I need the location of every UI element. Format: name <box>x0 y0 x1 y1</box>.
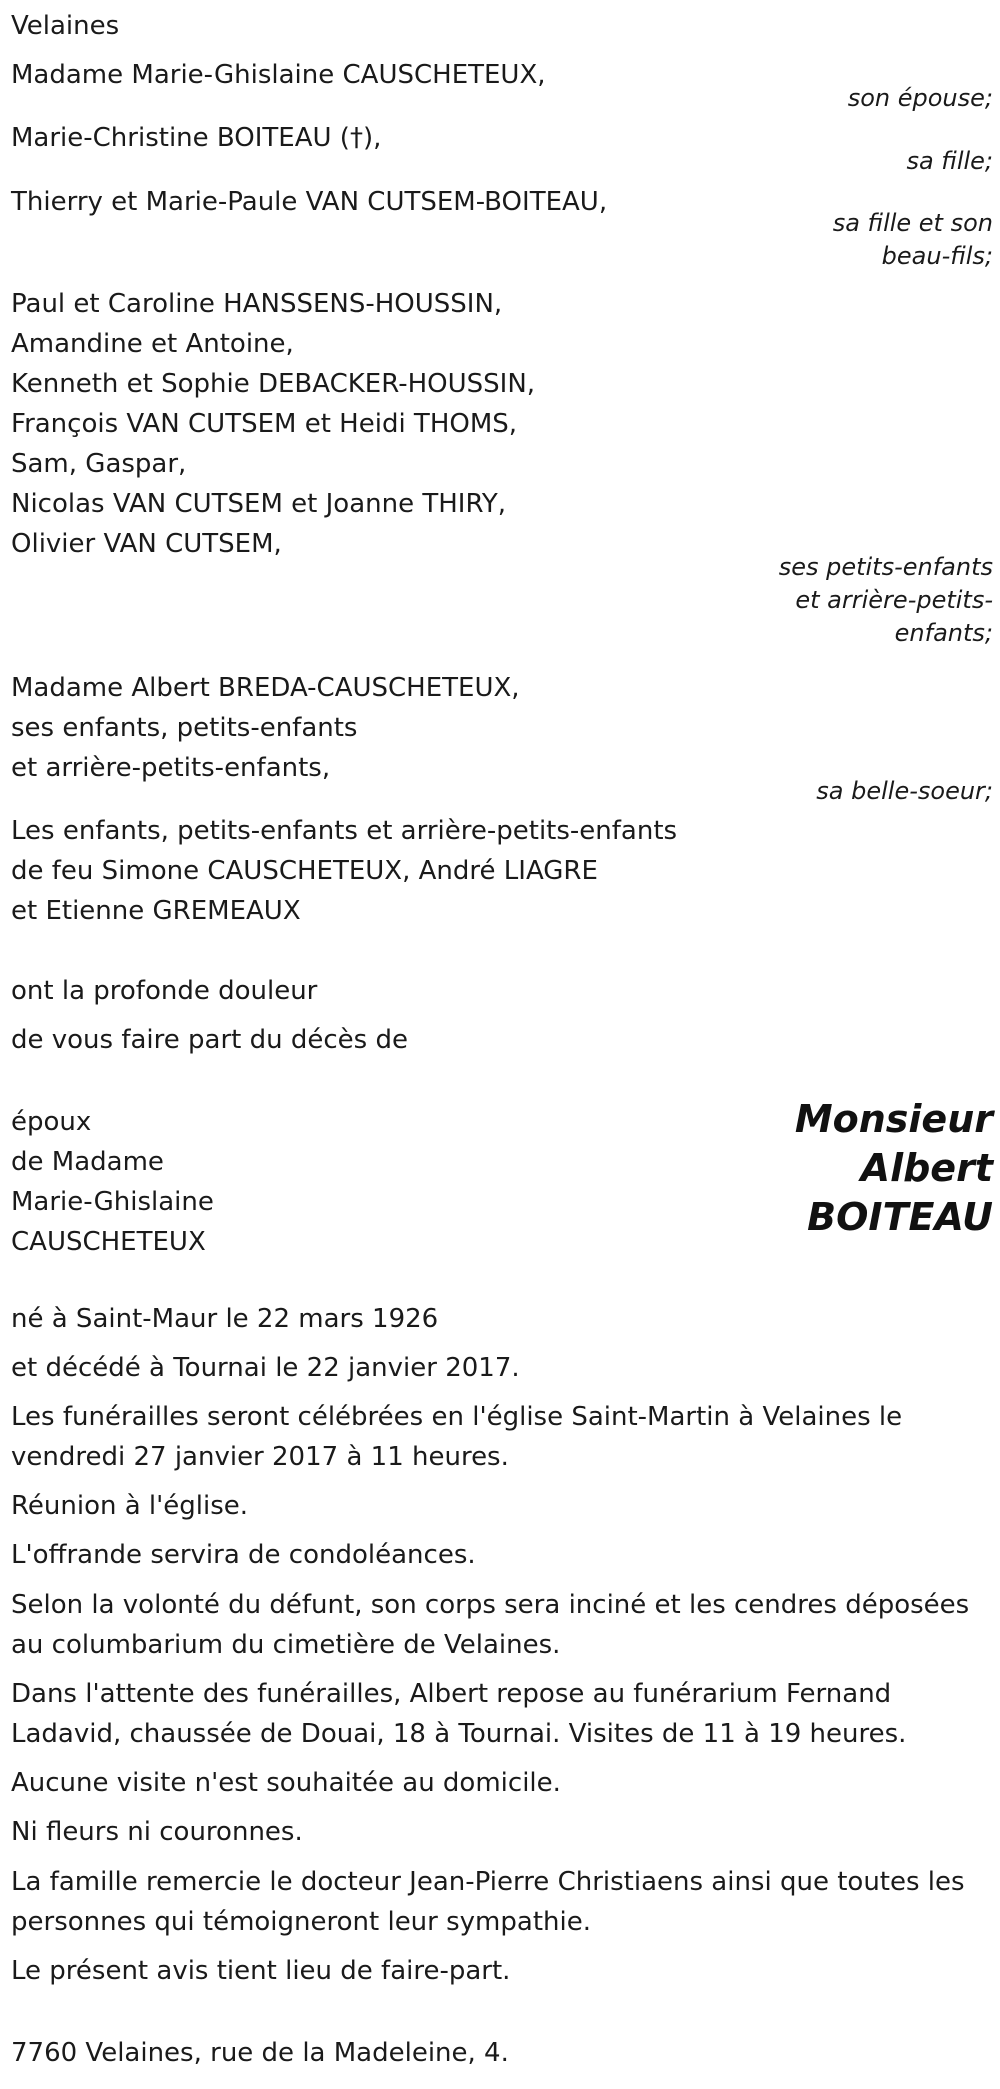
family-name-line: Marie-Christine BOITEAU (†), <box>11 123 382 153</box>
family-name-line: de feu Simone CAUSCHETEUX, André LIAGRE <box>11 856 598 886</box>
relation-daughter-son-in-law <box>833 207 993 273</box>
deceased-name <box>795 1095 993 1242</box>
relation-sister-in-law <box>816 775 993 808</box>
family-name-line: Thierry et Marie-Paule VAN CUTSEM-BOITEAU, <box>11 187 608 217</box>
family-name-line: Les enfants, petits-enfants et arrière-petits-enfants <box>11 816 678 846</box>
funeral-paragraph: Les funérailles seront célébrées en l'église Saint-Martin à Velaines le vendredi 27 janvier 2017 à 11 heures. <box>11 1402 903 1472</box>
deceased-title: Monsieur <box>794 1097 993 1141</box>
relation-line: enfants; <box>894 619 993 647</box>
family-name-line: Amandine et Antoine, <box>11 329 294 359</box>
death-line: et décédé à Tournai le 22 janvier 2017. <box>11 1353 520 1383</box>
announcement-line: de vous faire part du décès de <box>11 1025 408 1055</box>
no-flowers-line: Ni fleurs ni couronnes. <box>11 1817 303 1847</box>
family-name-line: Kenneth et Sophie DEBACKER-HOUSSIN, <box>11 369 536 399</box>
no-visit-line: Aucune visite n'est souhaitée au domicile. <box>11 1768 561 1798</box>
thanks-paragraph: La famille remercie le docteur Jean-Pierre Christiaens ainsi que toutes les personnes qui témoigneront leur sympathie. <box>11 1867 965 1937</box>
spouse-of-line: de Madame <box>11 1147 164 1177</box>
offering-line: L'offrande servira de condoléances. <box>11 1540 476 1570</box>
family-group-other-relatives <box>11 811 677 931</box>
family-name-line: ses enfants, petits-enfants <box>11 713 358 743</box>
deceased-first-name: Albert <box>860 1146 993 1190</box>
relation-line: sa fille et son <box>832 209 993 237</box>
family-group-daughter <box>11 118 381 158</box>
spouse-of-line: CAUSCHETEUX <box>11 1227 206 1257</box>
family-name-line: Madame Albert BREDA-CAUSCHETEUX, <box>11 673 520 703</box>
cremation-paragraph: Selon la volonté du défunt, son corps sera inciné et les cendres déposées au columbarium du cimetière de Velaines. <box>11 1590 970 1660</box>
announcement-line: ont la profonde douleur <box>11 976 318 1006</box>
family-group-grandchildren <box>11 284 535 564</box>
family-name-line: Madame Marie-Ghislaine CAUSCHETEUX, <box>11 60 546 90</box>
deceased-last-name: BOITEAU <box>807 1195 993 1239</box>
family-name-line: Paul et Caroline HANSSENS-HOUSSIN, <box>11 289 503 319</box>
family-group-spouse <box>11 55 546 95</box>
family-name-line: et Etienne GREMEAUX <box>11 896 301 926</box>
family-name-line: François VAN CUTSEM et Heidi THOMS, <box>11 409 518 439</box>
family-name-line: Sam, Gaspar, <box>11 449 187 479</box>
meeting-line: Réunion à l'église. <box>11 1491 249 1521</box>
relation-daughter <box>906 145 993 178</box>
family-name-line: Nicolas VAN CUTSEM et Joanne THIRY, <box>11 489 506 519</box>
spouse-of-line: Marie-Ghislaine <box>11 1187 214 1217</box>
family-name-line: Olivier VAN CUTSEM, <box>11 529 282 559</box>
family-group-daughter-son-in-law <box>11 182 607 222</box>
notice-line: Le présent avis tient lieu de faire-part. <box>11 1956 511 1986</box>
relation-line: et arrière-petits- <box>795 586 993 614</box>
relation-grandchildren <box>779 551 993 650</box>
relation-line: son épouse; <box>847 84 993 112</box>
birth-line: né à Saint-Maur le 22 mars 1926 <box>11 1304 439 1334</box>
family-name-line: et arrière-petits-enfants, <box>11 753 331 783</box>
address-line: 7760 Velaines, rue de la Madeleine, 4. <box>11 2038 509 2068</box>
funerarium-paragraph: Dans l'attente des funérailles, Albert repose au funérarium Fernand Ladavid, chaussée de Douai, 18 à Tournai. Visites de 11 à 19 heures. <box>11 1679 907 1749</box>
family-group-sister-in-law <box>11 668 520 788</box>
relation-line: sa belle-soeur; <box>816 777 993 805</box>
header-place: Velaines <box>11 11 120 41</box>
spouse-of-block <box>11 1102 214 1262</box>
relation-spouse <box>848 82 993 115</box>
spouse-of-line: époux <box>11 1107 92 1137</box>
relation-line: beau-fils; <box>881 242 993 270</box>
relation-line: ses petits-enfants <box>778 553 993 581</box>
relation-line: sa fille; <box>906 147 993 175</box>
